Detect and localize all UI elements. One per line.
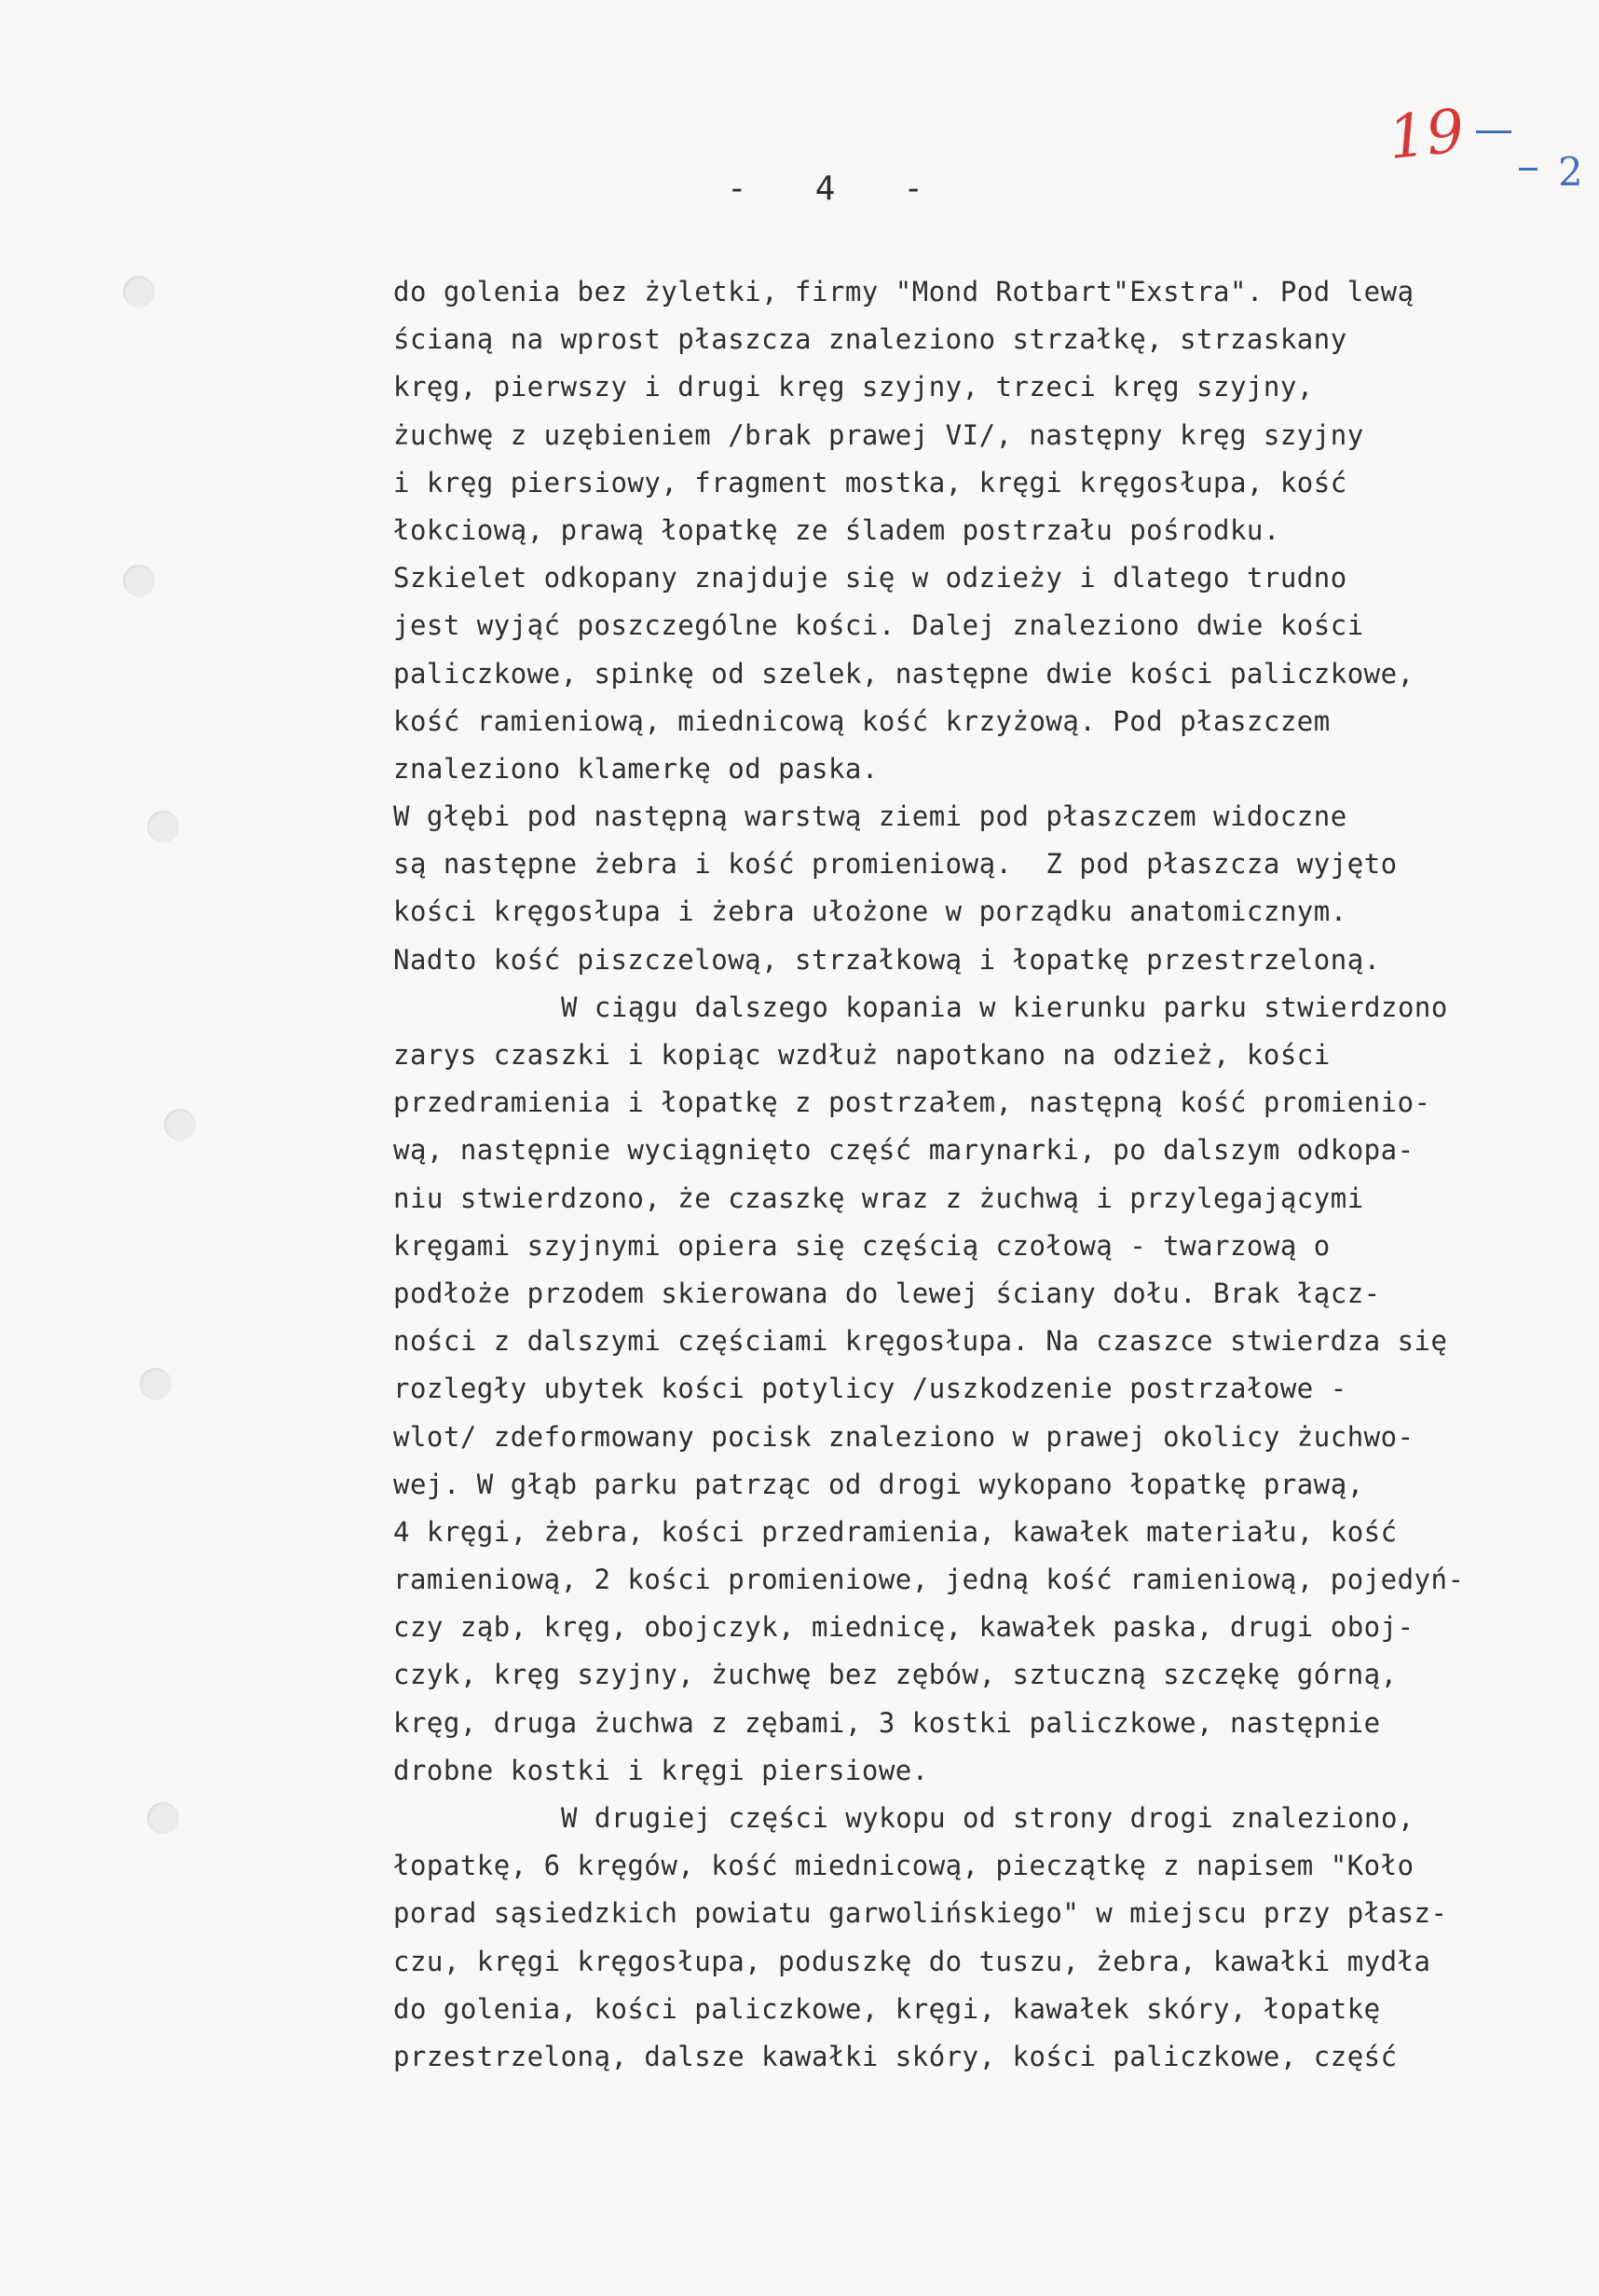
text-line: ności z dalszymi częściami kręgosłupa. Na czaszce stwierdza się (393, 1325, 1448, 1358)
paragraph-first-line: W ciągu dalszego kopania w kierunku parku stwierdzono (561, 991, 1448, 1023)
archive-dash (1476, 130, 1511, 133)
text-line: kręg, druga żuchwa z zębami, 3 kostki paliczkowe, następnie (393, 1706, 1381, 1739)
paragraph-first-line: W drugiej części wykopu od strony drogi znaleziono, (561, 1802, 1414, 1834)
text-line: kręg, pierwszy i drugi kręg szyjny, trzeci kręg szyjny, (393, 371, 1314, 403)
text-line: znaleziono klamerkę od paska. (393, 752, 879, 785)
text-line: wą, następnie wyciągnięto część marynarki, po dalszym odkopa- (393, 1134, 1414, 1167)
text-line: przedramienia i łopatkę z postrzałem, następną kość promienio- (393, 1086, 1431, 1119)
text-line: Szkielet odkopany znajduje się w odzieży i dlatego trudno (393, 562, 1347, 594)
punch-hole (123, 276, 155, 308)
text-line: W głębi pod następną warstwą ziemi pod płaszczem widoczne (393, 800, 1347, 833)
punch-hole (140, 1368, 171, 1400)
text-line: czy ząb, kręg, obojczyk, miednicę, kawałek paska, drugi oboj- (393, 1611, 1414, 1644)
text-line: kość ramieniową, miednicową kość krzyżową. Pod płaszczem (393, 704, 1331, 737)
text-line: i kręg piersiowy, fragment mostka, kręgi kręgosłupa, kość (393, 466, 1347, 499)
text-line: przestrzeloną, dalsze kawałki skóry, kości paliczkowe, część (393, 2040, 1398, 2072)
punch-hole (164, 1109, 196, 1141)
text-line: czu, kręgi kręgosłupa, poduszkę do tuszu, żebra, kawałki mydła (393, 1945, 1431, 1977)
archive-number-red: 19 (1385, 96, 1469, 174)
document-body (393, 268, 1577, 2081)
text-line: żuchwę z uzębieniem /brak prawej VI/, następny kręg szyjny (393, 418, 1364, 451)
punch-hole (123, 565, 155, 596)
text-line: kręgami szyjnymi opiera się częścią czołową - twarzową o (393, 1229, 1331, 1262)
text-line: rozległy ubytek kości potylicy /uszkodzenie postrzałowe - (393, 1373, 1347, 1405)
text-line: jest wyjąć poszczególne kości. Dalej znaleziono dwie kości (393, 609, 1364, 642)
text-line: ścianą na wprost płaszcza znaleziono strzałkę, strzaskany (393, 323, 1347, 356)
text-line: łokciową, prawą łopatkę ze śladem postrzału pośrodku. (393, 513, 1280, 546)
text-line: są następne żebra i kość promieniową. Z pod płaszcza wyjęto (393, 848, 1398, 881)
text-line: drobne kostki i kręgi piersiowe. (393, 1754, 929, 1786)
text-line: wej. W głąb parku patrząc od drogi wykopano łopatkę prawą, (393, 1468, 1364, 1500)
archive-dash (1519, 168, 1538, 171)
text-line: łopatkę, 6 kręgów, kość miednicową, pieczątkę z napisem "Koło (393, 1850, 1414, 1882)
punch-hole (147, 1802, 179, 1834)
punch-hole (147, 811, 179, 842)
text-line: wlot/ zdeformowany pocisk znaleziono w prawej okolicy żuchwo- (393, 1420, 1414, 1453)
text-line: niu stwierdzono, że czaszkę wraz z żuchwą i przylegającymi (393, 1182, 1364, 1214)
text-line: do golenia, kości paliczkowe, kręgi, kawałek skóry, łopatkę (393, 1992, 1381, 2025)
text-line: podłoże przodem skierowana do lewej ściany dołu. Brak łącz- (393, 1277, 1381, 1309)
text-line: zarys czaszki i kopiąc wzdłuż napotkano na odzież, kości (393, 1039, 1331, 1071)
text-line: ramieniową, 2 kości promieniowe, jedną kość ramieniową, pojedyń- (393, 1564, 1465, 1596)
text-line: kości kręgosłupa i żebra ułożone w porządku anatomicznym. (393, 895, 1347, 928)
text-line: paliczkowe, spinkę od szelek, następne dwie kości paliczkowe, (393, 657, 1414, 690)
text-line: porad sąsiedzkich powiatu garwolińskiego" w miejscu przy płasz- (393, 1897, 1448, 1930)
text-line: czyk, kręg szyjny, żuchwę bez zębów, sztuczną szczękę górną, (393, 1659, 1398, 1691)
text-line: do golenia bez żyletki, firmy "Mond Rotbart"Exstra". Pod lewą (393, 276, 1414, 308)
page-number: - 4 - (727, 170, 926, 208)
text-line: Nadto kość piszczelową, strzałkową i łopatkę przestrzeloną. (393, 943, 1381, 976)
archive-number-blue: 2 (1558, 149, 1583, 195)
text-line: 4 kręgi, żebra, kości przedramienia, kawałek materiału, kość (393, 1515, 1398, 1548)
